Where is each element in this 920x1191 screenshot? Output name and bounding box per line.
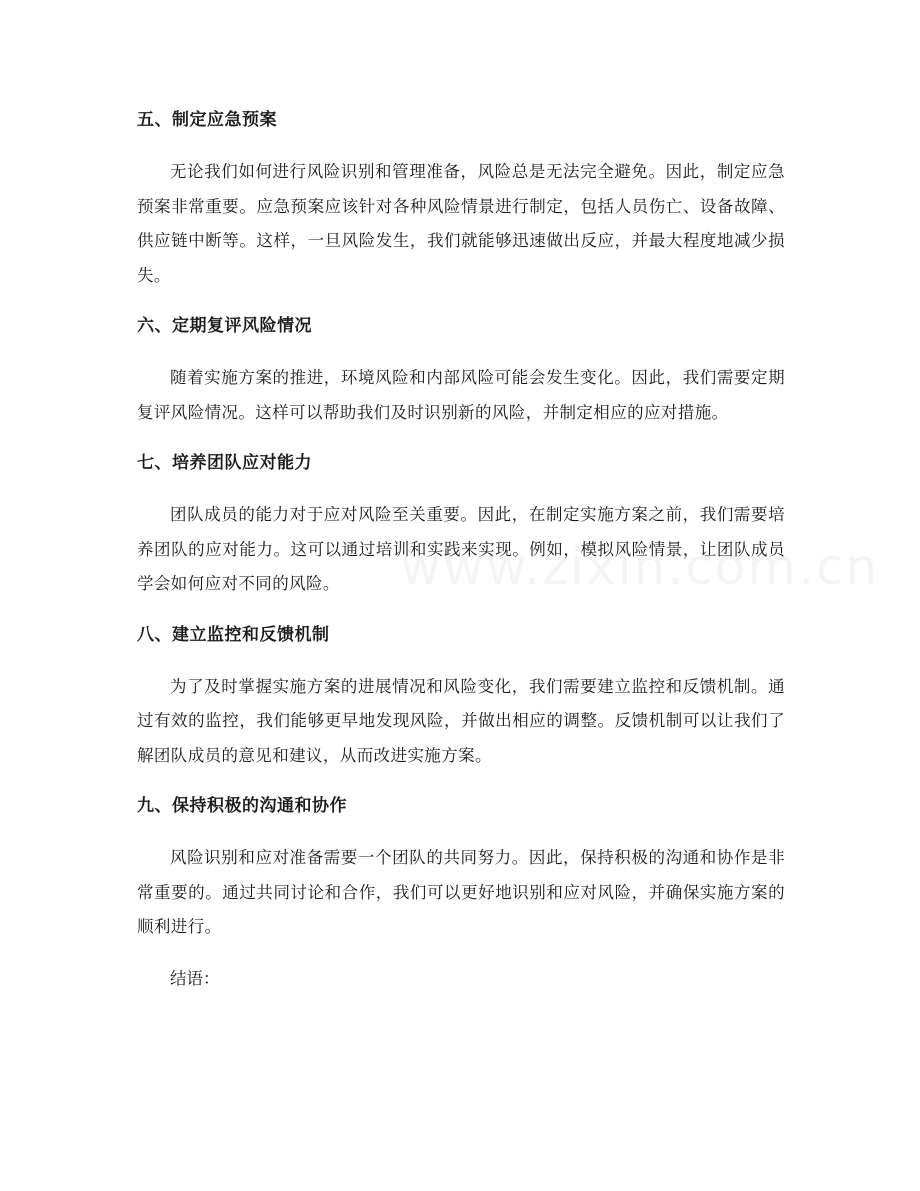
- section-heading: 八、建立监控和反馈机制: [137, 624, 330, 645]
- document-content: [137, 108, 785, 991]
- section-team-capability: [137, 451, 785, 602]
- section-paragraph: 随着实施方案的推进，环境风险和内部风险可能会发生变化。因此，我们需要定期复评风险情况。这样可以帮助我们及时识别新的风险，并制定相应的应对措施。: [137, 368, 785, 422]
- section-heading: 七、培养团队应对能力: [137, 453, 312, 473]
- section-paragraph: 团队成员的能力对于应对风险至关重要。因此，在制定实施方案之前，我们需要培养团队的应对能力。这可以通过培训和实践来实现。例如，模拟风险情景，让团队成员学会如何应对不同的风险。: [137, 505, 785, 593]
- section-heading: 九、保持积极的沟通和协作: [137, 796, 347, 816]
- section-paragraph: 无论我们如何进行风险识别和管理准备，风险总是无法完全避免。因此，制定应急预案非常重要。应急预案应该针对各种风险情景进行制定，包括人员伤亡、设备故障、供应链中断等。这样，一旦风险发生，我们就能够迅速做出反应，并最大程度地减少损失。: [137, 162, 785, 285]
- section-heading: 五、制定应急预案: [137, 110, 277, 130]
- section-paragraph: 为了及时掌握实施方案的进展情况和风险变化，我们需要建立监控和反馈机制。通过有效的监控，我们能够更早地发现风险，并做出相应的调整。反馈机制可以让我们了解团队成员的意见和建议，从而改进实施方案。: [137, 676, 785, 765]
- closing-label: 结语：: [170, 968, 220, 988]
- section-heading: 六、定期复评风险情况: [137, 316, 312, 336]
- section-paragraph: 风险识别和应对准备需要一个团队的共同努力。因此，保持积极的沟通和协作是非常重要的。通过共同讨论和合作，我们可以更好地识别和应对风险，并确保实施方案的顺利进行。: [137, 848, 785, 936]
- section-emergency-plan: [137, 108, 785, 293]
- section-monitoring-feedback: [137, 623, 785, 774]
- section-communication: [137, 794, 785, 945]
- section-periodic-review: [137, 314, 785, 430]
